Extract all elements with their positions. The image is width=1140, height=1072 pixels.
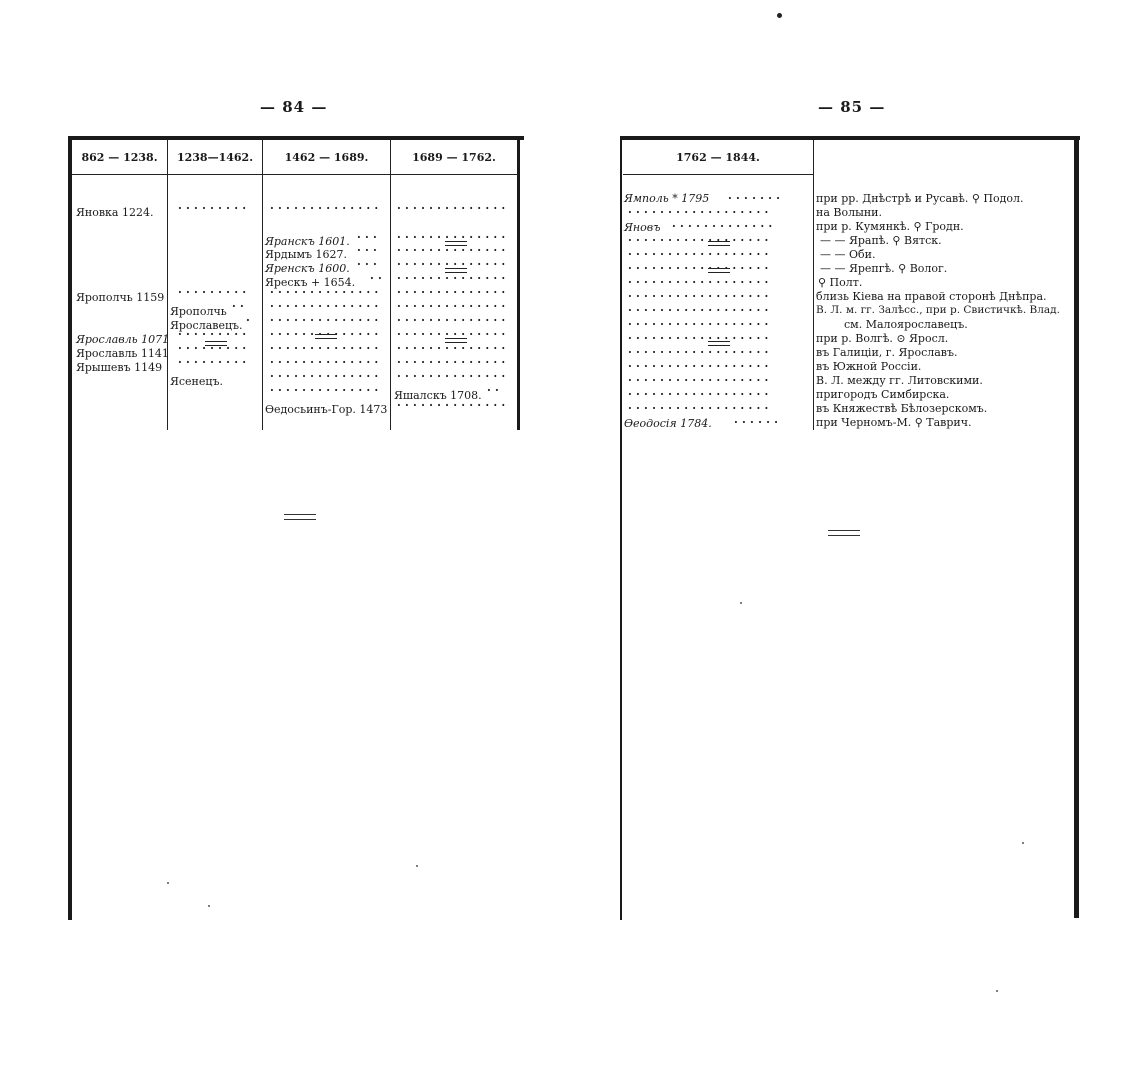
dot-leader: ·············· — [270, 300, 383, 313]
dot-leader: ·················· — [628, 402, 773, 415]
dot-leader: ·············· — [270, 202, 383, 215]
ditto-mark — [708, 241, 730, 246]
scan-speck — [996, 990, 998, 992]
dot-leader: ··· — [357, 258, 382, 271]
ditto-mark — [445, 338, 467, 343]
dot-leader: ······ — [734, 416, 783, 429]
entry-yaroslavl-1141: Ярославль 1141 — [76, 347, 169, 360]
ditto-mark — [205, 341, 227, 346]
dot-leader: ·················· — [628, 262, 773, 275]
entry-yanov: Яновъ — [624, 221, 661, 234]
left-header-col4: 1689 — 1762. — [412, 151, 496, 164]
ditto-mark — [708, 341, 730, 346]
left-col-divider-2 — [262, 140, 263, 430]
note-12: въ Южной Россіи. — [816, 360, 922, 373]
dot-leader: ·· — [487, 384, 504, 397]
entry-yaroslavl-1071: Ярославль 1071 — [76, 333, 170, 346]
dot-leader: ·················· — [628, 206, 773, 219]
note-4: — — Оби. — [820, 248, 876, 261]
right-header: 1762 — 1844. — [676, 151, 760, 164]
entry-feodosiya: Ѳеодосія 1784. — [624, 417, 712, 430]
dot-leader: ·················· — [628, 290, 773, 303]
note-14: пригородъ Симбирска. — [816, 388, 950, 401]
dot-leader: ·················· — [628, 388, 773, 401]
dot-leader: ·············· — [270, 342, 383, 355]
dot-leader: ··· — [357, 231, 382, 244]
left-header-col1: 862 — 1238. — [81, 151, 158, 164]
left-header-rule — [72, 174, 519, 175]
dot-leader: ·················· — [628, 248, 773, 261]
dot-leader: ·················· — [628, 346, 773, 359]
right-header-rule — [623, 174, 813, 175]
dot-leader: ·· — [232, 300, 249, 313]
scan-speck — [740, 602, 742, 604]
dot-leader: ·················· — [628, 332, 773, 345]
dot-leader: · — [246, 314, 255, 327]
end-mark — [828, 530, 860, 536]
dot-leader: ·· — [370, 272, 387, 285]
right-table-right-border — [1074, 136, 1079, 918]
dot-leader: ·············· — [397, 314, 510, 327]
scan-speck — [777, 13, 782, 18]
end-mark — [284, 514, 316, 520]
dot-leader: ·············· — [397, 356, 510, 369]
right-col-divider — [813, 140, 814, 430]
ditto-mark — [445, 268, 467, 273]
ditto-mark — [708, 268, 730, 273]
dot-leader: ·············· — [397, 328, 510, 341]
scan-speck — [167, 882, 169, 884]
scan-speck — [208, 905, 210, 907]
entry-yaroslavets: Ярославецъ. — [170, 319, 243, 332]
dot-leader: ·············· — [397, 231, 510, 244]
left-header-col3: 1462 — 1689. — [284, 151, 369, 164]
left-col-divider-1 — [167, 140, 168, 430]
note-1: на Волыни. — [816, 206, 882, 219]
entry-yanovka: Яновка 1224. — [76, 206, 154, 219]
dot-leader: ·············· — [397, 258, 510, 271]
dot-leader: ·············· — [397, 244, 510, 257]
dot-leader: ·············· — [397, 286, 510, 299]
entry-yaransk: Яранскъ 1601. — [265, 235, 350, 248]
left-col-divider-3 — [390, 140, 391, 430]
note-13: В. Л. между гг. Литовскими. — [816, 374, 983, 387]
note-5: — — Ярепгѣ. ⚲ Волог. — [820, 262, 948, 275]
left-table-right-border — [517, 136, 520, 430]
scan-speck — [416, 865, 418, 867]
dot-leader: ·············· — [397, 300, 510, 313]
note-2: при р. Кумянкѣ. ⚲ Гродн. — [816, 220, 964, 233]
entry-yasenets: Ясенецъ. — [170, 375, 223, 388]
dot-leader: ········· — [178, 202, 251, 215]
dot-leader: ············· — [672, 220, 777, 233]
note-8: В. Л. м. гг. Залѣсс., при р. Свистичкѣ. Влад. — [816, 304, 1060, 316]
note-15: въ Княжествѣ Бѣлозерскомъ. — [816, 402, 988, 415]
entry-yardym: Ярдымъ 1627. — [265, 248, 347, 261]
note-10: при р. Волгѣ. ⊙ Яросл. — [816, 332, 949, 345]
note-6: ⚲ Полт. — [818, 276, 863, 289]
dot-leader: ·················· — [628, 276, 773, 289]
dot-leader: ·················· — [628, 318, 773, 331]
dot-leader: ·············· — [397, 370, 510, 383]
dot-leader: ·············· — [270, 384, 383, 397]
note-16: при Черномъ-М. ⚲ Таврич. — [816, 416, 972, 429]
dot-leader: ·················· — [628, 374, 773, 387]
dot-leader: ·············· — [397, 202, 510, 215]
entry-fedosyin-gor: Ѳедосьинъ-Гор. 1473 — [265, 403, 388, 416]
dot-leader: ········· — [178, 342, 251, 355]
dot-leader: ·············· — [397, 399, 510, 412]
dot-leader: ·············· — [270, 286, 383, 299]
entry-yaropolch-col2: Ярополчь — [170, 305, 227, 318]
scan-speck — [1022, 842, 1024, 844]
note-7: близь Кіева на правой сторонѣ Днѣпра. — [816, 290, 1047, 303]
page-number-84: — 84 — — [260, 98, 328, 116]
page-number-85: — 85 — — [818, 98, 886, 116]
ditto-mark — [445, 241, 467, 246]
entry-yampol: Ямполь * 1795 — [624, 192, 710, 205]
dot-leader: ·················· — [628, 304, 773, 317]
dot-leader: ·············· — [397, 342, 510, 355]
dot-leader: ·············· — [270, 356, 383, 369]
entry-yaropolch: Ярополчь 1159 — [76, 291, 165, 304]
entry-yashalsk: Яшалскъ 1708. — [394, 389, 482, 402]
dot-leader: ·················· — [628, 360, 773, 373]
dot-leader: ········· — [178, 286, 251, 299]
entry-yaresk: Ярескъ + 1654. — [265, 276, 356, 289]
dot-leader: ··· — [357, 244, 382, 257]
ditto-mark — [315, 334, 337, 339]
note-3: — — Ярапѣ. ⚲ Вятск. — [820, 234, 942, 247]
entry-yarensk: Яренскъ 1600. — [265, 262, 350, 275]
dot-leader: ········· — [178, 328, 251, 341]
note-9: см. Малоярославецъ. — [844, 318, 968, 331]
entry-yaryshev: Ярышевъ 1149 — [76, 361, 163, 374]
left-header-col2: 1238—1462. — [176, 151, 254, 164]
dot-leader: ······· — [728, 192, 785, 205]
dot-leader: ·············· — [270, 314, 383, 327]
dot-leader: ·············· — [397, 272, 510, 285]
note-0: при рр. Днѣстрѣ и Русавѣ. ⚲ Подол. — [816, 192, 1024, 205]
dot-leader: ·············· — [270, 328, 383, 341]
dot-leader: ·················· — [628, 234, 773, 247]
dot-leader: ·············· — [270, 370, 383, 383]
dot-leader: ········· — [178, 356, 251, 369]
note-11: въ Галиціи, г. Ярославъ. — [816, 346, 958, 359]
